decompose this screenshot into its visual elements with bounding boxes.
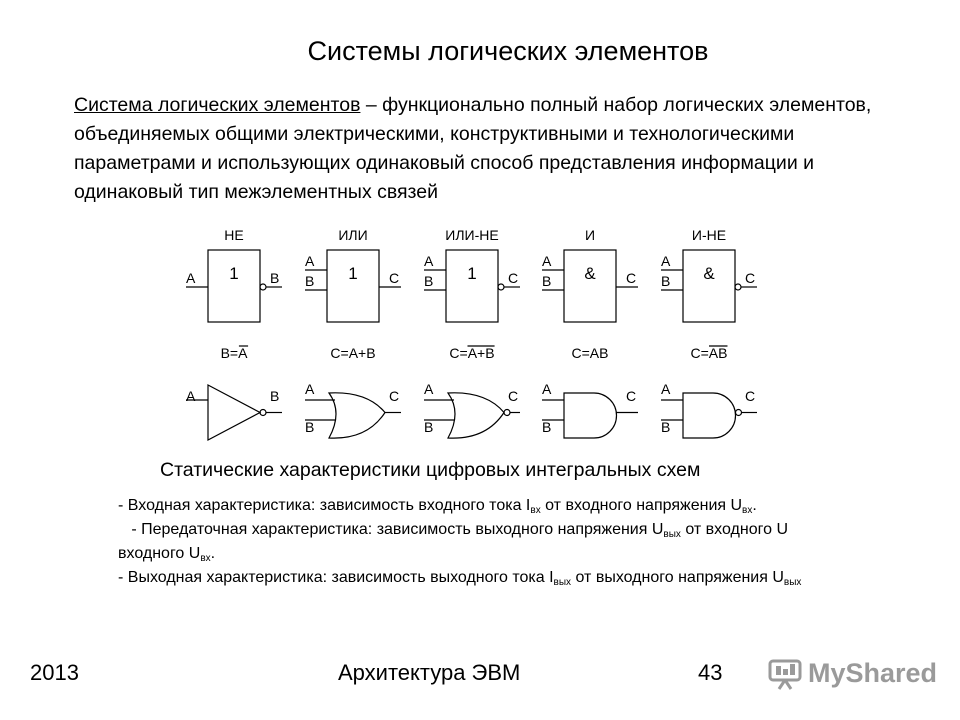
input-characteristic — [118, 494, 918, 518]
input-char-sub1: вх — [530, 505, 541, 516]
gate-2-equation: C=A+B — [330, 345, 376, 361]
watermark-text: MyShared — [808, 658, 938, 688]
gate-5-shape-input-label: B — [661, 419, 671, 435]
gate-3-symbol: 1 — [467, 264, 477, 283]
input-char-sub2: вх — [742, 505, 753, 516]
watermark-logo — [768, 656, 938, 696]
gate-1-shape — [208, 385, 260, 440]
gate-1-name: НЕ — [224, 227, 244, 243]
gate-4-shape-output-label: C — [626, 388, 637, 404]
gate-5-box-output-label: C — [745, 270, 756, 286]
gate-5-box-inversion — [735, 284, 741, 290]
output-characteristic — [118, 566, 918, 590]
gate-5-symbol: & — [703, 264, 715, 283]
gate-3-box-input-label: B — [424, 273, 434, 289]
gate-2-name: ИЛИ — [338, 227, 368, 243]
gate-5-shape-output-label: C — [745, 388, 756, 404]
gate-4-box-input-label: B — [542, 273, 552, 289]
definition-term: Система логических элементов — [74, 94, 361, 116]
gate-4-shape-input-label: A — [542, 381, 552, 397]
gate-2-box — [327, 250, 379, 322]
gate-4-equation: C=AB — [571, 345, 609, 361]
definition-text: – функционально полный набор логических элементов, объединяемых общими электрическими, конструктивными и технологическими параметрами и использующих одинаковый способ представления информации и одинаковый тип межэлементных связей — [74, 94, 872, 203]
gate-4-box-input-label: A — [542, 253, 552, 269]
gate-3-box-input-label: A — [424, 253, 434, 269]
transfer-char-end: . — [210, 545, 216, 562]
gate-4-symbol: & — [584, 264, 596, 283]
transfer-char-line2: входного U — [118, 545, 201, 562]
gate-3-shape — [448, 393, 504, 438]
gate-3-shape-input-label: B — [424, 419, 434, 435]
footer-year: 2013 — [30, 660, 79, 685]
gate-5-shape-inversion — [736, 410, 742, 416]
gate-3-shape-output-label: C — [508, 388, 519, 404]
gate-1-shape-input-label: A — [186, 388, 196, 404]
gate-3-box-inversion — [498, 284, 504, 290]
gate-1-box-inversion — [260, 284, 266, 290]
gate-1-box-output-label: B — [270, 270, 280, 286]
output-char-sub2: вых — [783, 577, 802, 588]
transfer-characteristic-cont — [118, 542, 918, 566]
gate-2-shape-output-label: C — [389, 388, 400, 404]
transfer-char-sub1: вых — [663, 529, 681, 540]
projector-screen-icon — [768, 658, 802, 690]
gate-2-shape — [329, 393, 385, 438]
gate-5-shape-input-label: A — [661, 381, 671, 397]
gate-4-box — [564, 250, 616, 322]
gate-5-box-input-label: A — [661, 253, 671, 269]
transfer-char-prefix: - Передаточная характеристика: зависимость выходного напряжения U — [118, 521, 664, 538]
transfer-char-mid: от входного U — [680, 521, 788, 538]
transfer-char-sub2: вх — [200, 553, 211, 564]
gate-5-equation: C=AB — [690, 345, 728, 361]
gate-4-shape-input-label: B — [542, 419, 552, 435]
output-char-sub1: вых — [553, 577, 572, 588]
gate-1-box — [208, 250, 260, 322]
gate-4-shape — [564, 393, 617, 438]
footer-page-number: 43 — [698, 660, 723, 685]
gate-5-box-input-label: B — [661, 273, 671, 289]
gate-4-name: И — [584, 227, 596, 243]
input-char-mid: от входного напряжения U — [540, 497, 743, 514]
transfer-characteristic — [118, 518, 918, 542]
gate-2-symbol: 1 — [348, 264, 358, 283]
gate-4-box-output-label: C — [626, 270, 637, 286]
gate-5-shape — [683, 393, 736, 438]
slide-title: Системы логических элементов — [307, 36, 709, 66]
gate-2-shape-input-label: A — [305, 381, 315, 397]
characteristics-list — [118, 494, 918, 590]
gate-layer — [186, 227, 757, 440]
gate-1-shape-output-label: B — [270, 388, 280, 404]
output-char-mid: от выходного напряжения U — [571, 569, 784, 586]
footer-course: Архитектура ЭВМ — [338, 660, 521, 685]
gate-1-equation: B=A — [220, 345, 248, 361]
gate-3-box — [446, 250, 498, 322]
gate-3-shape-input-label: A — [424, 381, 434, 397]
input-char-end: . — [752, 497, 757, 514]
input-char-prefix: - Входная характеристика: зависимость входного тока I — [118, 497, 531, 514]
gate-2-box-input-label: A — [305, 253, 315, 269]
gate-2-shape-input-label: B — [305, 419, 315, 435]
characteristics-subtitle: Статические характеристики цифровых интегральных схем — [160, 459, 701, 481]
gate-3-shape-inversion — [504, 410, 510, 416]
gate-5-name: И-НЕ — [691, 227, 727, 243]
gate-3-box-output-label: C — [508, 270, 519, 286]
output-char-prefix: - Выходная характеристика: зависимость выходного тока I — [118, 569, 554, 586]
gate-3-name: ИЛИ-НЕ — [445, 227, 499, 243]
gate-3-equation: C=A+B — [449, 345, 495, 361]
gate-2-box-input-label: B — [305, 273, 315, 289]
gate-2-box-output-label: C — [389, 270, 400, 286]
gate-5-box — [683, 250, 735, 322]
gate-1-box-input-label: A — [186, 270, 196, 286]
gate-1-symbol: 1 — [229, 264, 239, 283]
